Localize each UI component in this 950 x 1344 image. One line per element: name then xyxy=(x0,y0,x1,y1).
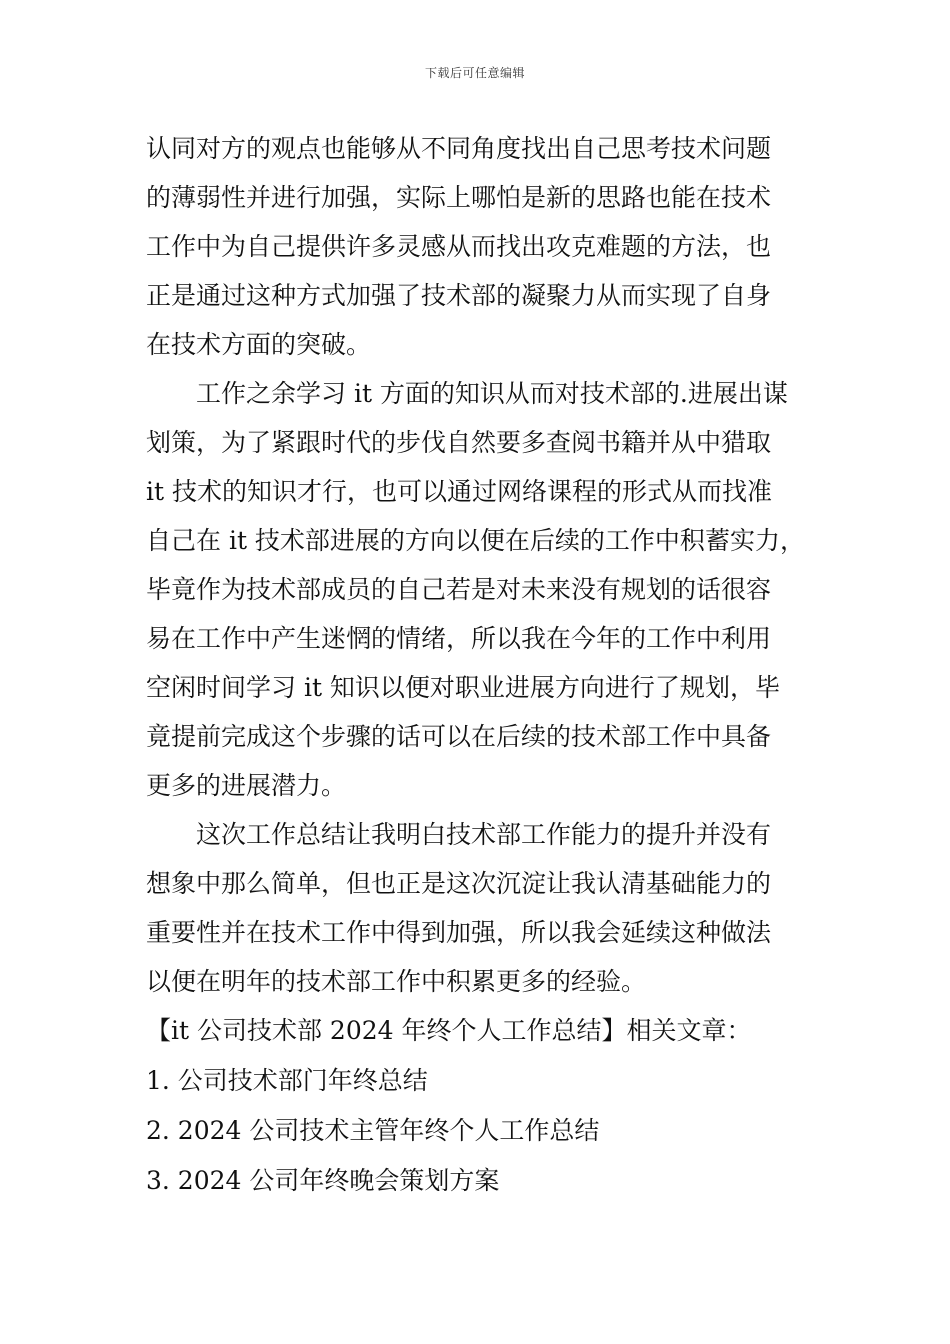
related-articles xyxy=(146,1006,816,1206)
related-item-3[interactable]: 3. 2024 公司年终晚会策划方案 xyxy=(146,1166,500,1195)
text-line: it 技术的知识才行，也可以通过网络课程的形式从而找准 xyxy=(146,477,772,506)
page-header: 下载后可任意编辑 xyxy=(424,66,525,80)
document-body xyxy=(146,124,816,1206)
text-line: 空闲时间学习 it 知识以便对职业进展方向进行了规划，毕 xyxy=(146,673,780,702)
text-line: 这次工作总结让我明白技术部工作能力的提升并没有 xyxy=(196,820,772,849)
text-line: 的薄弱性并进行加强，实际上哪怕是新的思路也能在技术 xyxy=(146,183,772,212)
text-line: 毕竟作为技术部成员的自己若是对未来没有规划的话很容 xyxy=(146,575,772,604)
text-line: 工作中为自己提供许多灵感从而找出攻克难题的方法，也 xyxy=(146,232,772,261)
paragraph-2 xyxy=(146,369,816,810)
related-item-2[interactable]: 2. 2024 公司技术主管年终个人工作总结 xyxy=(146,1116,600,1145)
text-line: 认同对方的观点也能够从不同角度找出自己思考技术问题 xyxy=(146,134,772,163)
related-item-1[interactable]: 1. 公司技术部门年终总结 xyxy=(146,1066,428,1095)
text-line: 工作之余学习 it 方面的知识从而对技术部的.进展出谋 xyxy=(196,379,788,408)
text-line: 以便在明年的技术部工作中积累更多的经验。 xyxy=(146,967,647,996)
text-line: 正是通过这种方式加强了技术部的凝聚力从而实现了自身 xyxy=(146,281,772,310)
paragraph-1 xyxy=(146,124,816,369)
text-line: 易在工作中产生迷惘的情绪，所以我在今年的工作中利用 xyxy=(146,624,772,653)
text-line: 在技术方面的突破。 xyxy=(146,330,372,359)
text-line: 划策，为了紧跟时代的步伐自然要多查阅书籍并从中猎取 xyxy=(146,428,772,457)
paragraph-3 xyxy=(146,810,816,1006)
text-line: 自己在 it 技术部进展的方向以便在后续的工作中积蓄实力， xyxy=(146,526,805,555)
text-line: 想象中那么简单，但也正是这次沉淀让我认清基础能力的 xyxy=(146,869,772,898)
related-heading: 【it 公司技术部 2024 年终个人工作总结】相关文章： xyxy=(146,1016,752,1045)
text-line: 竟提前完成这个步骤的话可以在后续的技术部工作中具备 xyxy=(146,722,772,751)
text-line: 重要性并在技术工作中得到加强，所以我会延续这种做法 xyxy=(146,918,772,947)
text-line: 更多的进展潜力。 xyxy=(146,771,347,800)
